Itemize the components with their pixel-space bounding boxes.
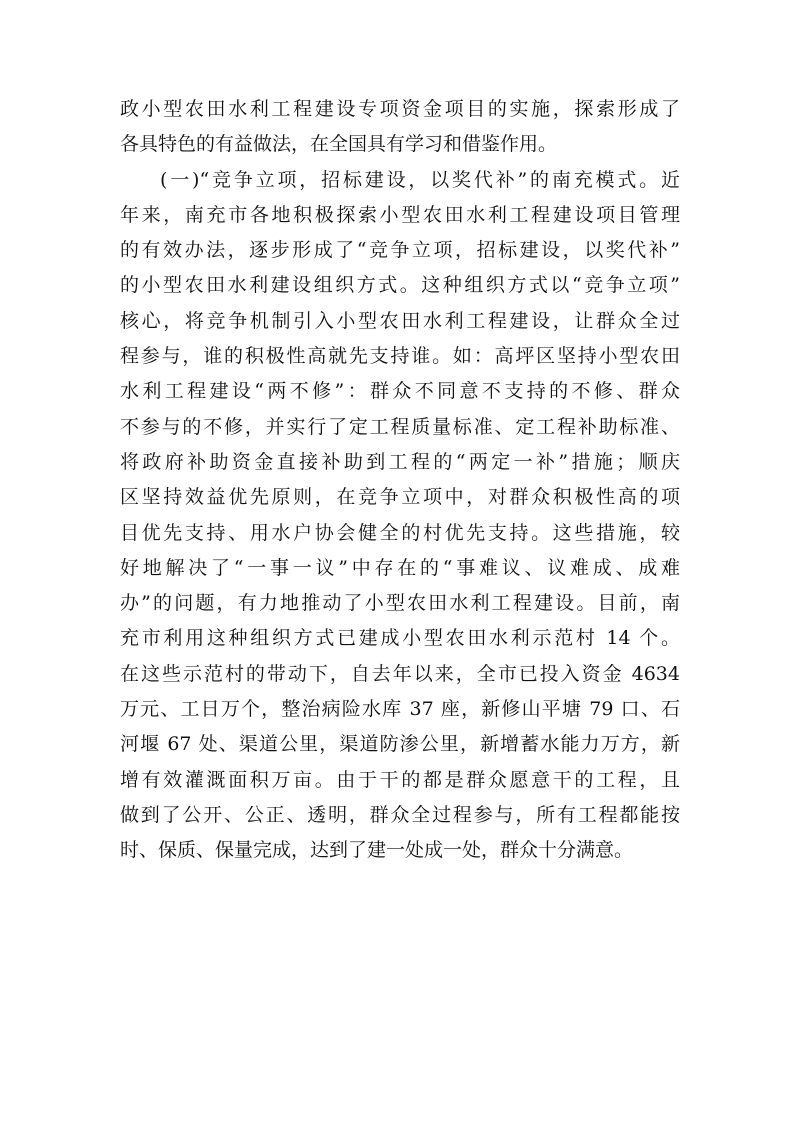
- text-line: 做到了公开、公正、透明，群众全过程参与，所有工程都能按: [120, 803, 680, 826]
- text-line: 办”的问题，有力地推动了小型农田水利工程建设。目前，南: [120, 592, 680, 615]
- text-line: 目优先支持、用水户协会健全的村优先支持。这些措施，较: [120, 521, 680, 544]
- text-line: 各具特色的有益做法，在全国具有学习和借鉴作用。: [120, 133, 558, 156]
- text-line: 的小型农田水利建设组织方式。这种组织方式以“竞争立项”: [120, 274, 680, 297]
- text-line: 核心，将竞争机制引入小型农田水利工程建设，让群众全过: [120, 309, 680, 332]
- text-line: 程参与，谁的积极性高就先支持谁。如：高坪区坚持小型农田: [120, 345, 680, 368]
- text-line: 万元、工日万个，整治病险水库 37 座，新修山平塘 79 口、石: [120, 698, 680, 721]
- text-line: 增有效灌溉面积万亩。由于干的都是群众愿意干的工程，且: [120, 768, 680, 791]
- text-line: 的有效办法，逐步形成了“竞争立项，招标建设，以奖代补”: [120, 239, 680, 262]
- text-line: 将政府补助资金直接补助到工程的“两定一补”措施；顺庆: [120, 450, 680, 473]
- text-line: 年来，南充市各地积极探索小型农田水利工程建设项目管理: [120, 203, 680, 226]
- text-line: 时、保质、保量完成，达到了建一处成一处，群众十分满意。: [120, 839, 634, 862]
- text-line: 在这些示范村的带动下，自去年以来，全市已投入资金 4634: [120, 662, 680, 685]
- text-line: 不参与的不修，并实行了定工程质量标准、定工程补助标准、: [120, 415, 680, 438]
- section-heading-line: (一)“竞争立项，招标建设，以奖代补”的南充模式。近: [160, 168, 680, 191]
- body-text: [120, 92, 680, 869]
- text-line: 水利工程建设“两不修”：群众不同意不支持的不修、群众: [120, 380, 680, 403]
- text-line: 充市利用这种组织方式已建成小型农田水利示范村 14 个。: [120, 627, 680, 650]
- text-line: 区坚持效益优先原则，在竞争立项中，对群众积极性高的项: [120, 486, 680, 509]
- text-line: 政小型农田水利工程建设专项资金项目的实施，探索形成了: [120, 98, 680, 120]
- text-line: 好地解决了“一事一议”中存在的“事难议、议难成、成难: [120, 556, 680, 579]
- text-line: 河堰 67 处、渠道公里，渠道防渗公里，新增蓄水能力万方，新: [120, 733, 680, 756]
